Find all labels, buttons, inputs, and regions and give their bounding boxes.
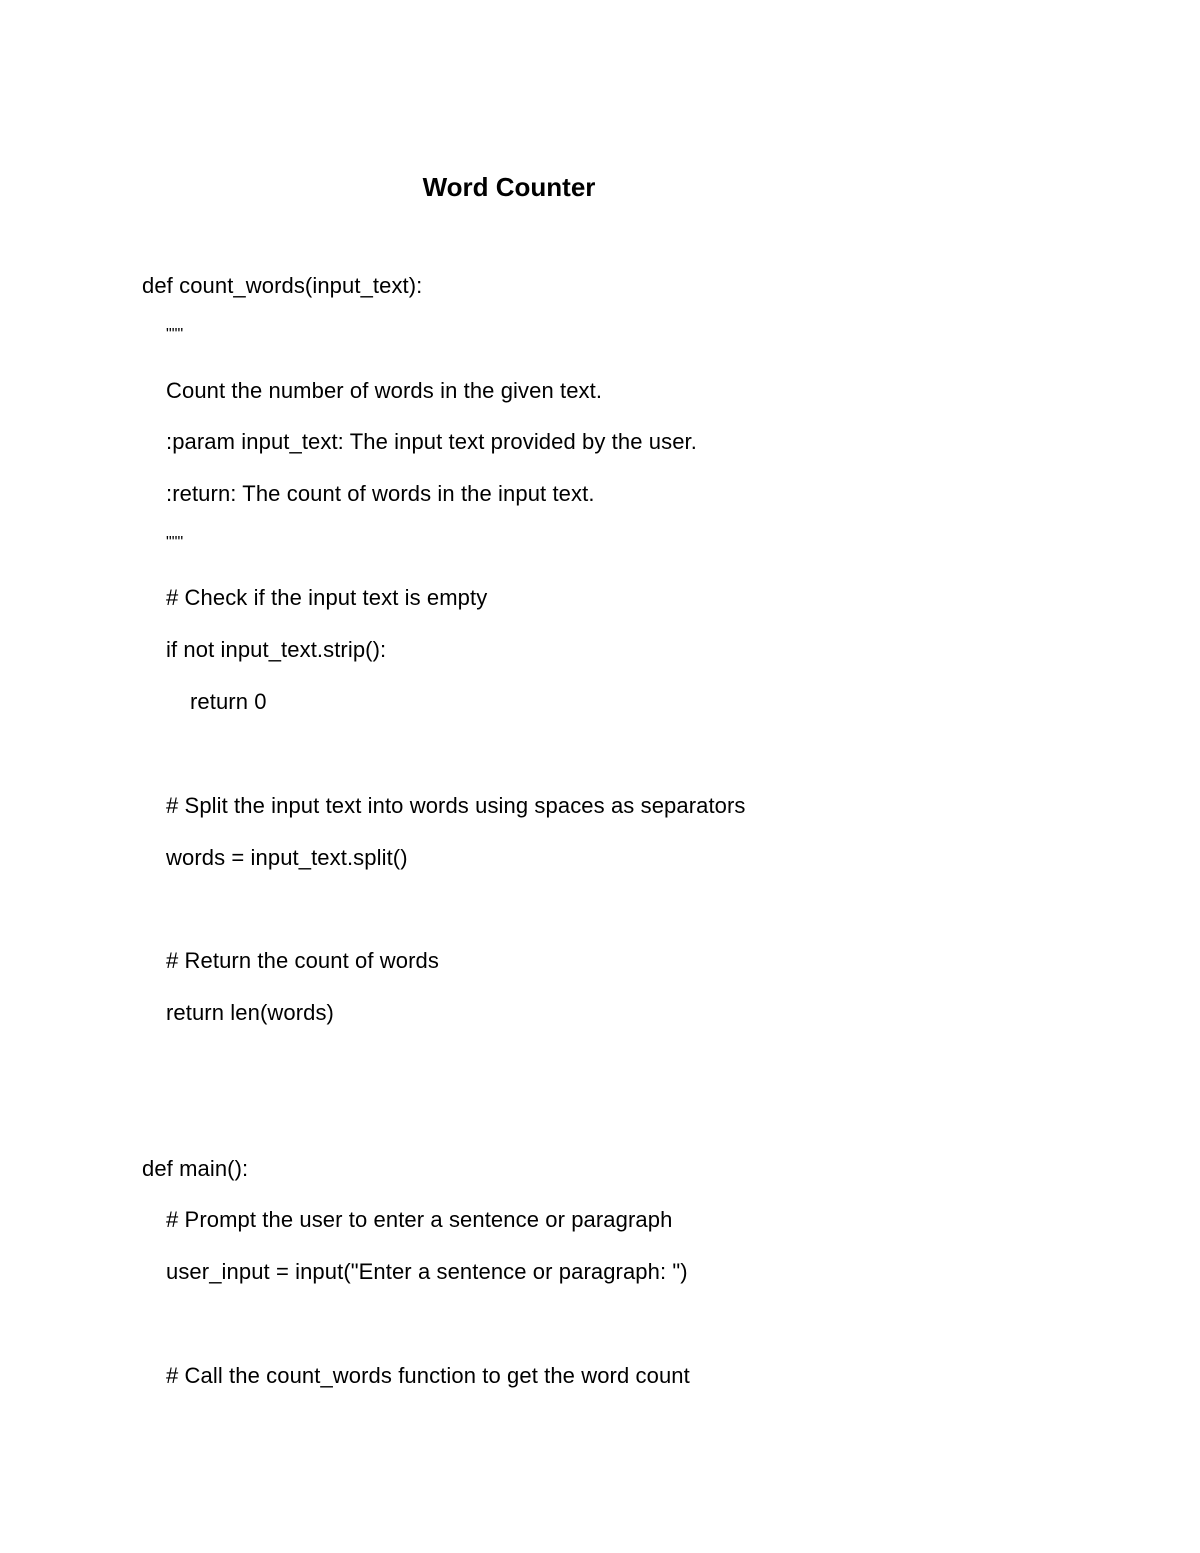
code-line-docstring-close: """ (166, 534, 184, 551)
code-line-words-assign: words = input_text.split() (166, 845, 408, 870)
code-line-docstring-param: :param input_text: The input text provided by the user. (166, 429, 697, 454)
code-line-return-zero: return 0 (190, 689, 267, 714)
code-line-docstring-summary: Count the number of words in the given text. (166, 378, 603, 403)
document-title: Word Counter (422, 172, 596, 202)
code-line-return-len: return len(words) (166, 1000, 334, 1025)
code-line-comment-return-count: # Return the count of words (166, 948, 439, 973)
code-line-if-not-strip: if not input_text.strip(): (166, 637, 387, 662)
code-line-comment-empty-check: # Check if the input text is empty (166, 585, 488, 610)
code-line-comment-prompt: # Prompt the user to enter a sentence or paragraph (166, 1207, 673, 1232)
code-line-docstring-open: """ (166, 326, 184, 343)
code-line-docstring-return: :return: The count of words in the input text. (166, 481, 595, 506)
code-line-user-input: user_input = input("Enter a sentence or paragraph: ") (166, 1259, 688, 1284)
code-line-def-main: def main(): (142, 1156, 249, 1181)
code-line-def-count-words: def count_words(input_text): (142, 273, 423, 298)
code-line-comment-call: # Call the count_words function to get the word count (166, 1363, 690, 1388)
code-line-comment-split: # Split the input text into words using spaces as separators (166, 793, 746, 818)
